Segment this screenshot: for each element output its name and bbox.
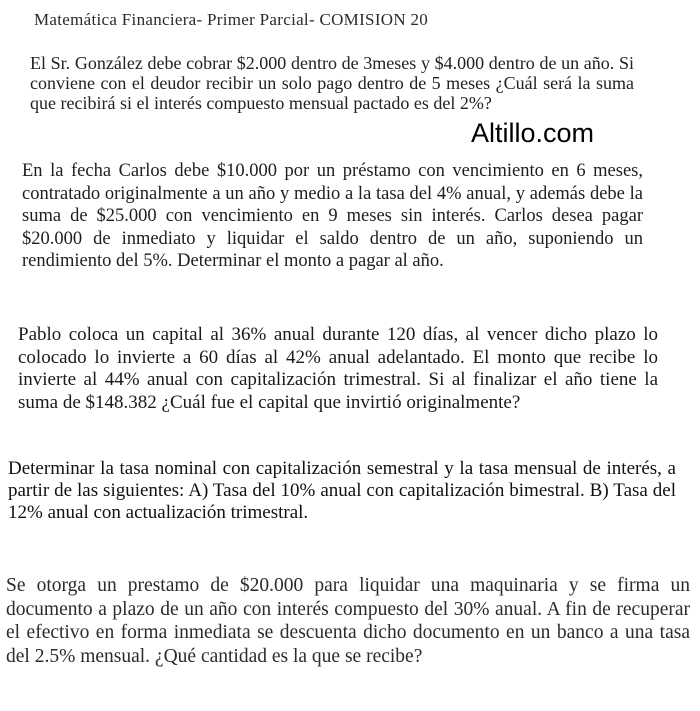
exam-title: Matemática Financiera- Primer Parcial- COMISION 20 [34, 10, 429, 29]
watermark-label: Altillo.com [471, 118, 595, 148]
problem-1-text: El Sr. González debe cobrar $2.000 dentro de 3meses y $4.000 dentro de un año. Si conviene con el deudor recibir un solo pago dentro de 5 meses ¿Cuál será la suma que recibirá si el interés compuesto mensual pactado es del 2%? [30, 53, 634, 113]
problem-2-text: En la fecha Carlos debe $10.000 por un préstamo con vencimiento en 6 meses, contratado originalmente a un año y medio a la tasa del 4% anual, y además debe la suma de $25.000 con vencimiento en 9 meses sin interés. Carlos desea pagar $20.000 de inmediato y liquidar el saldo dentro de un año, suponiendo un rendimiento del 5%. Determinar el monto a pagar al año. [22, 161, 643, 271]
problem-4-text: Determinar la tasa nominal con capitalización semestral y la tasa mensual de interés, a partir de las siguientes: A) Tasa del 10% anual con capitalización bimestral. B) Tasa del 12% anual con actualización trimestral. [8, 458, 676, 523]
problem-3-text: Pablo coloca un capital al 36% anual durante 120 días, al vencer dicho plazo lo colocado lo invierte a 60 días al 42% anual adelantado. El monto que recibe lo invierte al 44% anual con capitalización trimestral. Si al finalizar el año tiene la suma de $148.382 ¿Cuál fue el capital que invirtió originalmente? [18, 324, 658, 413]
problem-5-text: Se otorga un prestamo de $20.000 para liquidar una maquinaria y se firma un documento a plazo de un año con interés compuesto del 30% anual. A fin de recuperar el efectivo en forma inmediata se descuenta dicho documento en un banco a una tasa del 2.5% mensual. ¿Qué cantidad es la que se recibe? [6, 575, 690, 667]
